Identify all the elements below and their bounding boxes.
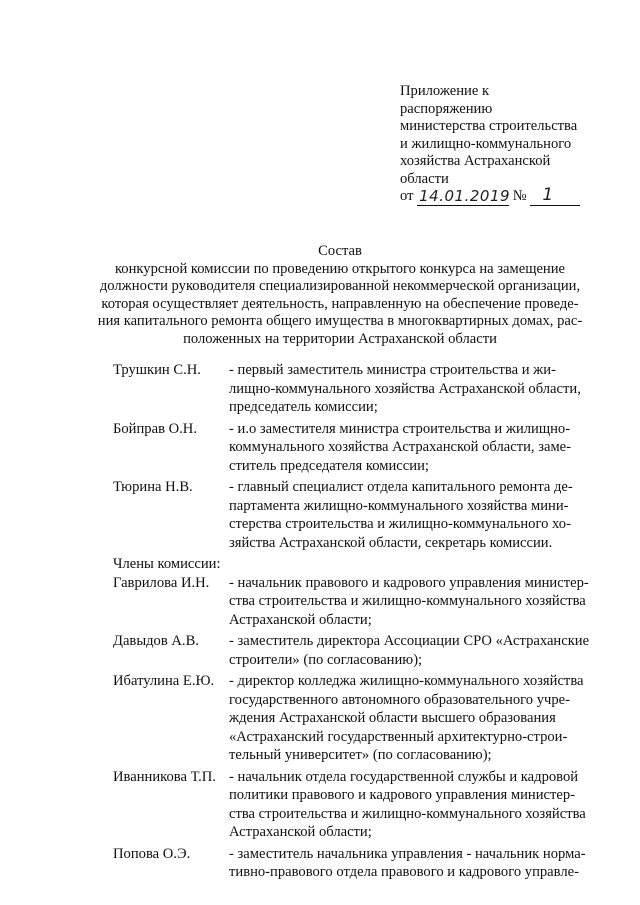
member-row	[113, 768, 601, 842]
description-line: строители» (по согласованию);	[229, 651, 423, 668]
member-name: Иванникова Т.П.	[113, 768, 216, 785]
description-line: ждения Астраханской области высшего образования	[229, 710, 556, 726]
member-name: Тюрина Н.В.	[113, 479, 193, 495]
member-name: Бойправ О.Н.	[113, 420, 197, 437]
description-line: председатель комиссии;	[229, 399, 378, 415]
member-description	[229, 361, 601, 417]
member-row	[113, 632, 601, 669]
title-heading: Состав	[318, 243, 362, 259]
description-line: лищно-коммунального хозяйства Астраханской области,	[229, 380, 581, 397]
description-line: стерства строительства и жилищно-коммунального хо-	[229, 516, 571, 532]
description-line: - начальник правового и кадрового управления министер-	[229, 574, 589, 591]
member-description	[229, 672, 601, 765]
number-prefix: №	[512, 188, 527, 204]
description-line: - и.о заместителя министра строительства и жилищно-	[229, 420, 571, 437]
description-line: Астраханской области;	[229, 824, 372, 840]
description-line: - заместитель начальника управления - начальник норма-	[229, 845, 586, 862]
member-description	[229, 478, 601, 552]
description-line: партамента жилищно-коммунального хозяйства мини-	[229, 497, 569, 514]
appendix-line: области	[400, 170, 449, 187]
description-line: государственного автономного образовательного учре-	[229, 691, 570, 708]
description-line: тивно-правового отдела правового и кадрового управле-	[229, 864, 579, 880]
member-description	[229, 420, 601, 476]
member-description	[229, 574, 601, 630]
member-name: Попова О.Э.	[113, 845, 191, 862]
member-name: Давыдов А.В.	[113, 633, 199, 649]
document-title	[90, 243, 590, 348]
member-row	[113, 672, 601, 765]
title-line: конкурсной комиссии по проведению открытого конкурса на замещение	[114, 260, 566, 277]
description-line: зяйства Астраханской области, секретарь комиссии.	[229, 534, 553, 551]
member-description	[229, 768, 601, 842]
appendix-line: и жилищно-коммунального	[400, 135, 572, 152]
description-line: - первый заместитель министра строительства и жи-	[229, 362, 556, 378]
date-field	[417, 189, 509, 206]
description-line: - заместитель директора Ассоциации СРО «Астраханские	[229, 633, 590, 649]
member-description	[229, 845, 601, 882]
title-line: ния капитального ремонта общего имущества в многоквартирных домах, рас-	[97, 313, 583, 329]
handwritten-date: 14.01.2019	[419, 187, 511, 205]
description-line: ства строительства и жилищно-коммунального хозяйства	[229, 593, 586, 609]
description-line: «Астраханский государственный архитектурно-строи-	[229, 728, 568, 745]
appendix-line: Приложение к	[400, 83, 490, 99]
member-row	[113, 845, 601, 882]
description-line: политики правового и кадрового управления министер-	[229, 787, 576, 803]
member-name: Ибатулина Е.Ю.	[113, 673, 215, 689]
description-line: - начальник отдела государственной службы и кадровой	[229, 768, 579, 785]
date-prefix: от	[400, 188, 414, 204]
appendix-line: распоряжению	[400, 100, 493, 117]
member-description	[229, 632, 601, 669]
description-line: тельный университет» (по согласованию);	[229, 747, 492, 763]
description-line: коммунального хозяйства Астраханской области, заме-	[229, 439, 572, 455]
description-line: ститель председателя комиссии;	[229, 457, 429, 474]
description-line: - директор колледжа жилищно-коммунального хозяйства	[229, 673, 584, 689]
commission-members	[113, 361, 601, 882]
member-name: Гаврилова И.Н.	[113, 574, 210, 591]
appendix-block	[400, 83, 600, 206]
title-line: которая осуществляет деятельность, направленную на обеспечение проведе-	[101, 295, 579, 312]
member-row	[113, 420, 601, 476]
appendix-line: министерства строительства	[400, 118, 578, 134]
member-name: Трушкин С.Н.	[113, 362, 201, 378]
title-line: положенных на территории Астраханской области	[183, 330, 497, 347]
description-line: ства строительства и жилищно-коммунального хозяйства	[229, 805, 586, 822]
handwritten-number: 1	[542, 185, 554, 205]
date-number-line	[400, 185, 600, 206]
title-line: должности руководителя специализированной некоммерческой организации,	[99, 278, 581, 294]
member-row	[113, 361, 601, 417]
member-row	[113, 574, 601, 630]
description-line: Астраханской области;	[229, 611, 372, 628]
appendix-line: хозяйства Астраханской	[400, 153, 551, 169]
number-field	[530, 185, 580, 206]
section-label-members: Члены комиссии:	[113, 556, 221, 572]
description-line: - главный специалист отдела капитального ремонта де-	[229, 479, 573, 495]
member-row	[113, 478, 601, 552]
